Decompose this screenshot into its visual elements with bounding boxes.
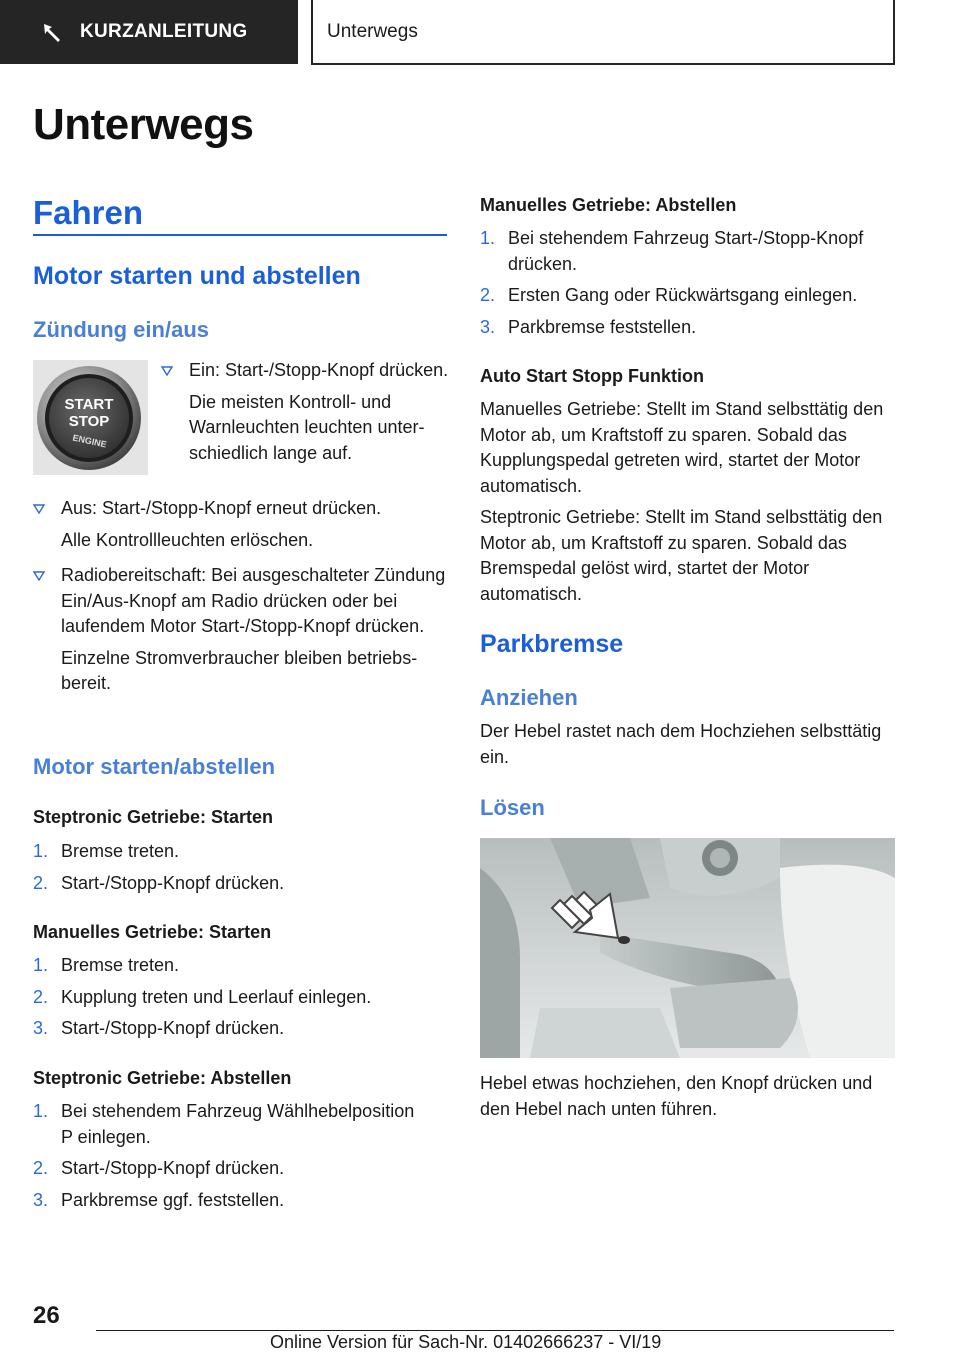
triangle-bullet-icon: [161, 366, 173, 376]
subheading-manuell-starten: Manuelles Getriebe: Starten: [33, 922, 272, 942]
list-item: Radiobereitschaft: Bei ausgeschalteter Zündung Ein/Aus-Knopf am Radio drücken oder bei laufendem Motor Start-/Stopp-Knopf drücken. Einzelne Stromverbraucher bleiben betriebsbereit.: [33, 563, 449, 697]
quick-guide-icon: [42, 21, 64, 43]
list-item: 2. Start-/Stopp-Knopf drücken.: [33, 1158, 285, 1178]
parking-brake-image: [480, 838, 895, 1058]
list-item: 1. Bremse treten.: [33, 841, 180, 861]
steps-manuell-starten: [33, 953, 449, 1048]
list-item: 3. Start-/Stopp-Knopf drücken.: [33, 1018, 285, 1038]
steps-manuell-abstellen: [480, 226, 896, 346]
steps-steptronic-abstellen: [33, 1099, 423, 1219]
heading-loesen: Lösen: [480, 795, 545, 820]
triangle-bullet-icon: [33, 504, 45, 514]
list-item: 1. Bei stehendem Fahrzeug Wählhebelposition P einlegen.: [33, 1101, 415, 1147]
heading-motor-starten-abstellen: Motor starten/abstellen: [33, 754, 276, 779]
page-title: Unterwegs: [33, 100, 254, 149]
header-section-tab: [0, 0, 298, 64]
subheading-steptronic-starten: Steptronic Getriebe: Starten: [33, 807, 274, 827]
triangle-bullet-icon: [33, 571, 45, 581]
heading-rule: [33, 234, 447, 236]
button-text-stop: STOP: [68, 413, 110, 430]
subheading-manuell-abstellen: Manuelles Getriebe: Abstellen: [480, 195, 737, 215]
subheading-steptronic-abstellen: Steptronic Getriebe: Abstellen: [33, 1068, 292, 1088]
paragraph-loesen: Hebel etwas hochziehen, den Knopf drücken und den Hebel nach unten führen.: [480, 1073, 873, 1119]
heading-motor: Motor starten und abstellen: [33, 262, 361, 290]
subheading-auto-start-stopp: Auto Start Stopp Funktion: [480, 366, 704, 386]
page-number: 26: [33, 1302, 60, 1329]
list-item: Ein: Start-/Stopp-Knopf drücken. Die meisten Kontroll- und Warnleuchten leuchten unterschiedlich lange auf.: [161, 358, 451, 466]
paragraph-anziehen: Der Hebel rastet nach dem Hochziehen selbsttätig ein.: [480, 721, 882, 767]
header-chapter-tab: [311, 0, 895, 65]
list-item: 1. Bremse treten.: [33, 955, 180, 975]
paragraph-auto-manuell: Manuelles Getriebe: Stellt im Stand selbsttätig den Motor ab, um Kraftstoff zu sparen. Sobald das Kupplungspedal getreten wird, startet der Motor automatisch.: [480, 399, 884, 496]
list-item: 3. Parkbremse ggf. feststellen.: [33, 1189, 285, 1210]
heading-zuendung: Zündung ein/aus: [33, 317, 209, 342]
header-section-label: KURZANLEITUNG: [80, 21, 248, 42]
heading-parkbremse: Parkbremse: [480, 630, 624, 658]
list-zuendung-aus: [33, 496, 449, 703]
heading-fahren: Fahren: [33, 194, 144, 231]
heading-anziehen: Anziehen: [480, 685, 578, 710]
list-item: 2. Kupplung treten und Leerlauf einlegen.: [33, 986, 372, 1007]
list-item: 1. Bei stehendem Fahrzeug Start-/Stopp-Knopf drücken.: [480, 228, 864, 274]
list-item: 2. Ersten Gang oder Rückwärtsgang einlegen.: [480, 285, 858, 305]
footer-online-version: Online Version für Sach-Nr. 01402666237 - VI/19: [270, 1332, 662, 1352]
steps-steptronic-starten: [33, 839, 449, 902]
list-item: 3. Parkbremse feststellen.: [480, 316, 697, 337]
button-text-engine: ENGINE: [71, 432, 108, 450]
button-text-start: START: [64, 396, 114, 413]
list-item: Aus: Start-/Stopp-Knopf erneut drücken. Alle Kontrollleuchten erlöschen.: [33, 496, 449, 553]
list-item: 2. Start-/Stopp-Knopf drücken.: [33, 872, 285, 893]
start-stop-button-image: [33, 360, 148, 475]
list-zuendung-ein: [161, 358, 451, 472]
header-chapter-label: Unterwegs: [327, 20, 418, 42]
paragraph-auto-steptronic: Steptronic Getriebe: Stellt im Stand selbsttätig den Motor ab, um Kraftstoff zu sparen. Sobald das Bremspedal gelöst wird, startet der Motor automatisch.: [480, 507, 883, 604]
footer-rule: [96, 1330, 894, 1331]
